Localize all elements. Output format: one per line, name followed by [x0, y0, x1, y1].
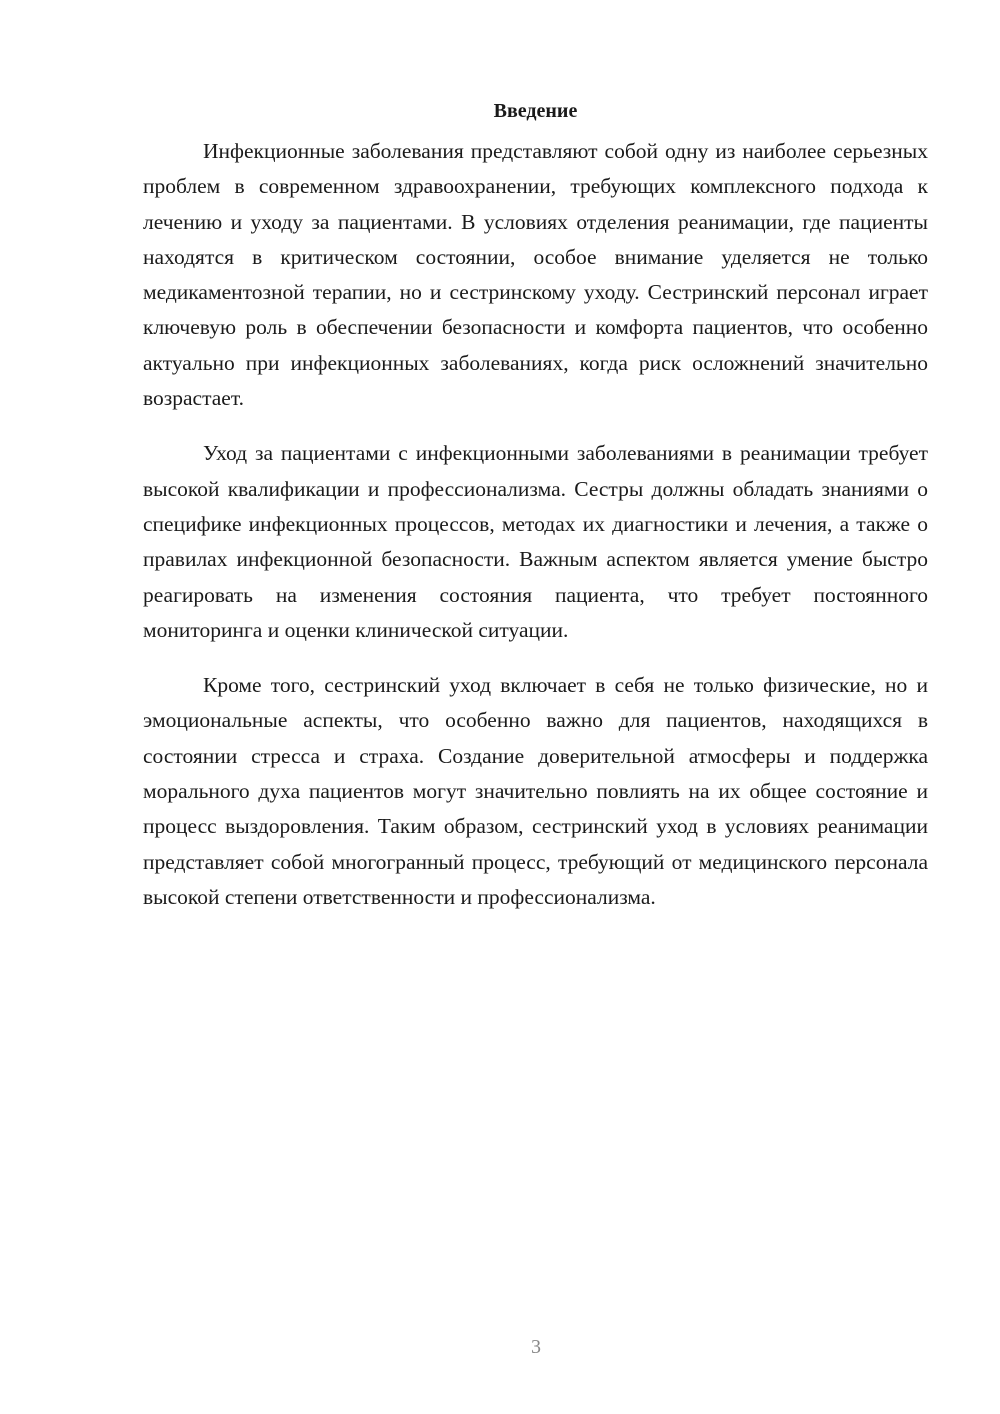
page-content [143, 96, 928, 935]
paragraph-2: Уход за пациентами с инфекционными заболеваниями в реанимации требует высокой квалификации и профессионализма. Сестры должны обладать знаниями о специфике инфекционных процессов, методах их диагностики и лечения, а также о правилах инфекционной безопасности. Важным аспектом является умение быстро реагировать на изменения состояния пациента, что требует постоянного мониторинга и оценки клинической ситуации. [143, 441, 928, 642]
section-title: Введение [493, 100, 578, 122]
paragraph-3: Кроме того, сестринский уход включает в себя не только физические, но и эмоциональные аспекты, что особенно важно для пациентов, находящихся в состоянии стресса и страха. Создание доверительной атмосферы и поддержка морального духа пациентов могут значительно повлиять на их общее состояние и процесс выздоровления. Таким образом, сестринский уход в условиях реанимации представляет собой многогранный процесс, требующий от медицинского персонала высокой степени ответственности и профессионализма. [143, 673, 928, 909]
page-number: 3 [531, 1336, 541, 1358]
paragraph-1: Инфекционные заболевания представляют собой одну из наиболее серьезных проблем в современном здравоохранении, требующих комплексного подхода к лечению и уходу за пациентами. В условиях отделения реанимации, где пациенты находятся в критическом состоянии, особое внимание уделяется не только медикаментозной терапии, но и сестринскому уходу. Сестринский персонал играет ключевую роль в обеспечении безопасности и комфорта пациентов, что особенно актуально при инфекционных заболеваниях, когда риск осложнений значительно возрастает. [143, 139, 928, 411]
